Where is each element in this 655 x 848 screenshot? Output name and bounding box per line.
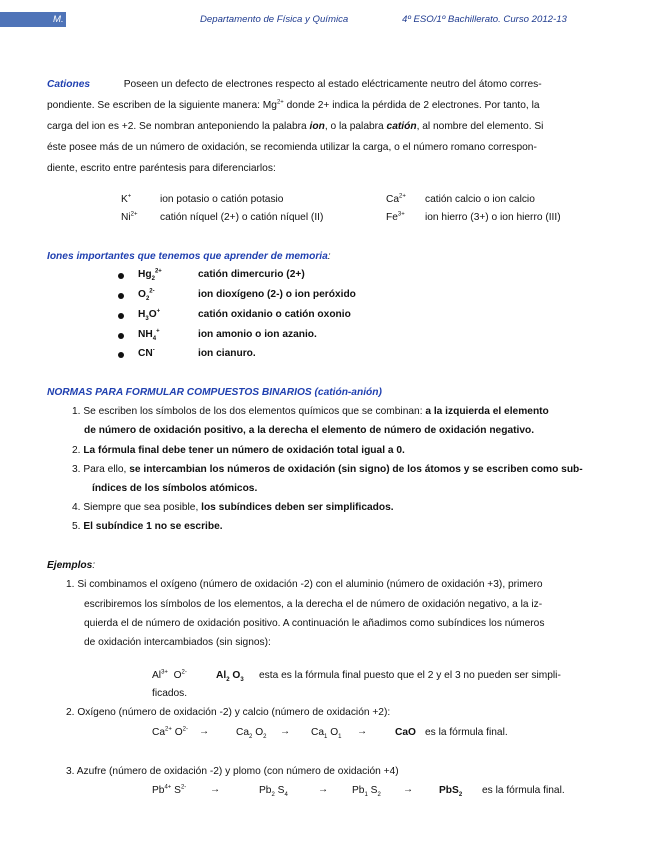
example-1-line-3: quierda el de número de oxidación positivo. A continuación le añadimos como subíndices los números <box>84 618 545 629</box>
ion-cn: CN- <box>138 347 155 359</box>
cations-line-3b: , o la palabra <box>324 121 387 132</box>
ion-hg2-name: catión dimercurio (2+) <box>198 269 305 280</box>
example-2-step-1: $Ca^{2+}$ $O^{2-}$ <box>152 726 188 738</box>
rules-title: NORMAS PARA FORMULAR COMPUESTOS BINARIOS (catión-anión) <box>47 387 382 398</box>
arrow-icon: → <box>357 726 368 737</box>
example-1-line-2: escribiremos los símbolos de los elementos, a la derecha el de número de oxidación negativo, a la iz- <box>84 599 543 610</box>
cations-line-5: diente, escrito entre paréntesis para diferenciarlos: <box>47 163 276 174</box>
arrow-icon: → <box>318 784 329 795</box>
example-2-line-1: 2. Oxígeno (número de oxidación -2) y calcio (número de oxidación +2): <box>66 707 391 718</box>
example-3-step-3: $Pb_1$ $S_2$ <box>352 785 381 799</box>
arrow-icon: → <box>199 726 210 737</box>
arrow-icon: → <box>210 784 221 795</box>
example-1-text: esta es la fórmula final puesto que el 2 y el 3 no pueden ser simpli- <box>259 670 561 681</box>
cation-example-ca: $Ca^{2+}$ <box>386 193 406 205</box>
example-1-line-1: 1. Si combinamos el oxígeno (número de oxidación -2) con el aluminio (número de oxidación +3), primero <box>66 579 543 590</box>
example-3-text: es la fórmula final. <box>482 785 565 796</box>
example-2-result: CaO <box>395 727 416 738</box>
example-1-result: $Al_2$ $O_3$ <box>216 670 244 684</box>
example-3-line-1: 3. Azufre (número de oxidación -2) y plomo (con número de oxidación +4) <box>66 766 399 777</box>
ion-nh4: $NH_4^+$ <box>138 328 160 343</box>
rule-5: 5. El subíndice 1 no se escribe. <box>72 521 223 532</box>
ion-o2: $O_2^{2-}$ <box>138 288 155 303</box>
cation-example-ca-name: catión calcio o ion calcio <box>425 194 535 205</box>
example-2-text: es la fórmula final. <box>425 727 508 738</box>
word-ion: ion <box>309 121 325 132</box>
cations-line-3c: , al nombre del elemento. Si <box>416 121 544 132</box>
ion-h3o: $H_3O^+$ <box>138 308 161 323</box>
example-1-line-4: de oxidación intercambiados (sin signos): <box>84 637 271 648</box>
example-1-text-2: ficados. <box>152 688 188 699</box>
cations-title: Cationes <box>47 79 91 90</box>
cation-example-fe: $Fe^{3+}$ <box>386 211 405 223</box>
bullet <box>118 273 124 279</box>
mg-charge: 2+ <box>276 99 284 106</box>
bullet <box>118 333 124 339</box>
cations-line-1: Poseen un defecto de electrones respecto al estado eléctricamente neutro del átomo corres- <box>123 79 542 90</box>
header-course: 4º ESO/1º Bachillerato. Curso 2012-13 <box>402 14 567 25</box>
cation-example-k-name: ion potasio o catión potasio <box>160 194 284 205</box>
ion-hg2: $Hg_2^{2+}$ <box>138 268 162 283</box>
cations-paragraph <box>47 74 581 179</box>
example-2-step-2: $Ca_2$ $O_2$ <box>236 727 267 741</box>
ion-nh4-name: ion amonio o ion azanio. <box>198 329 317 340</box>
header-author: M. Majuelo (Gines) <box>53 14 135 25</box>
rule-1: 1. Se escriben los símbolos de los dos elementos químicos que se combinan: a la izquierda el elemento <box>72 406 549 417</box>
example-3-result: PbS$_2$ <box>439 785 463 799</box>
cation-example-ni: $Ni^{2+}$ <box>121 211 138 223</box>
arrow-icon: → <box>403 784 414 795</box>
cations-line-2b: donde 2+ indica la pérdida de 2 electrones. Por tanto, la <box>283 100 540 111</box>
header-department: Departamento de Física y Química <box>200 14 349 25</box>
bullet <box>118 293 124 299</box>
rule-3: 3. Para ello, se intercambian los números de oxidación (sin signo) de los átomos y se escriben como sub- <box>72 464 583 475</box>
rule-1-cont: de número de oxidación positivo, a la derecha el elemento de número de oxidación negativo. <box>84 425 535 436</box>
cation-example-fe-name: ion hierro (3+) o ion hierro (III) <box>425 212 561 223</box>
examples-title: Ejemplos: <box>47 560 96 571</box>
cations-line-2a: pondiente. Se escriben de la siguiente manera: Mg <box>47 100 277 111</box>
example-3-step-2: $Pb_2$ $S_4$ <box>259 785 288 799</box>
cation-example-ni-name: catión níquel (2+) o catión níquel (II) <box>160 212 324 223</box>
word-cation: catión <box>386 121 417 132</box>
important-ions-title: Iones importantes que tenemos que aprender de memoria: <box>47 251 331 262</box>
example-1-ions: $Al^{3+}$ $O^{2-}$ <box>152 669 187 681</box>
example-2-step-3: $Ca_1$ $O_1$ <box>311 727 342 741</box>
ion-h3o-name: catión oxidanio o catión oxonio <box>198 309 351 320</box>
ion-cn-name: ion cianuro. <box>198 348 256 359</box>
bullet <box>118 313 124 319</box>
rule-3-cont: índices de los símbolos atómicos. <box>92 483 258 494</box>
cation-example-k: K+ <box>121 193 132 205</box>
cations-line-4: éste posee más de un número de oxidación, se recomienda utilizar la carga, o el número romano correspon- <box>47 142 537 153</box>
cations-line-3a: carga del ion es +2. Se nombran anteponiendo la palabra <box>47 121 310 132</box>
ion-o2-name: ion dioxígeno (2-) o ion peróxido <box>198 289 356 300</box>
bullet <box>118 352 124 358</box>
rule-4: 4. Siempre que sea posible, los subíndices deben ser simplificados. <box>72 502 394 513</box>
arrow-icon: → <box>280 726 291 737</box>
example-3-step-1: $Pb^{4+}$ $S^{2-}$ <box>152 784 187 796</box>
rule-2: 2. La fórmula final debe tener un número de oxidación total igual a 0. <box>72 445 405 456</box>
